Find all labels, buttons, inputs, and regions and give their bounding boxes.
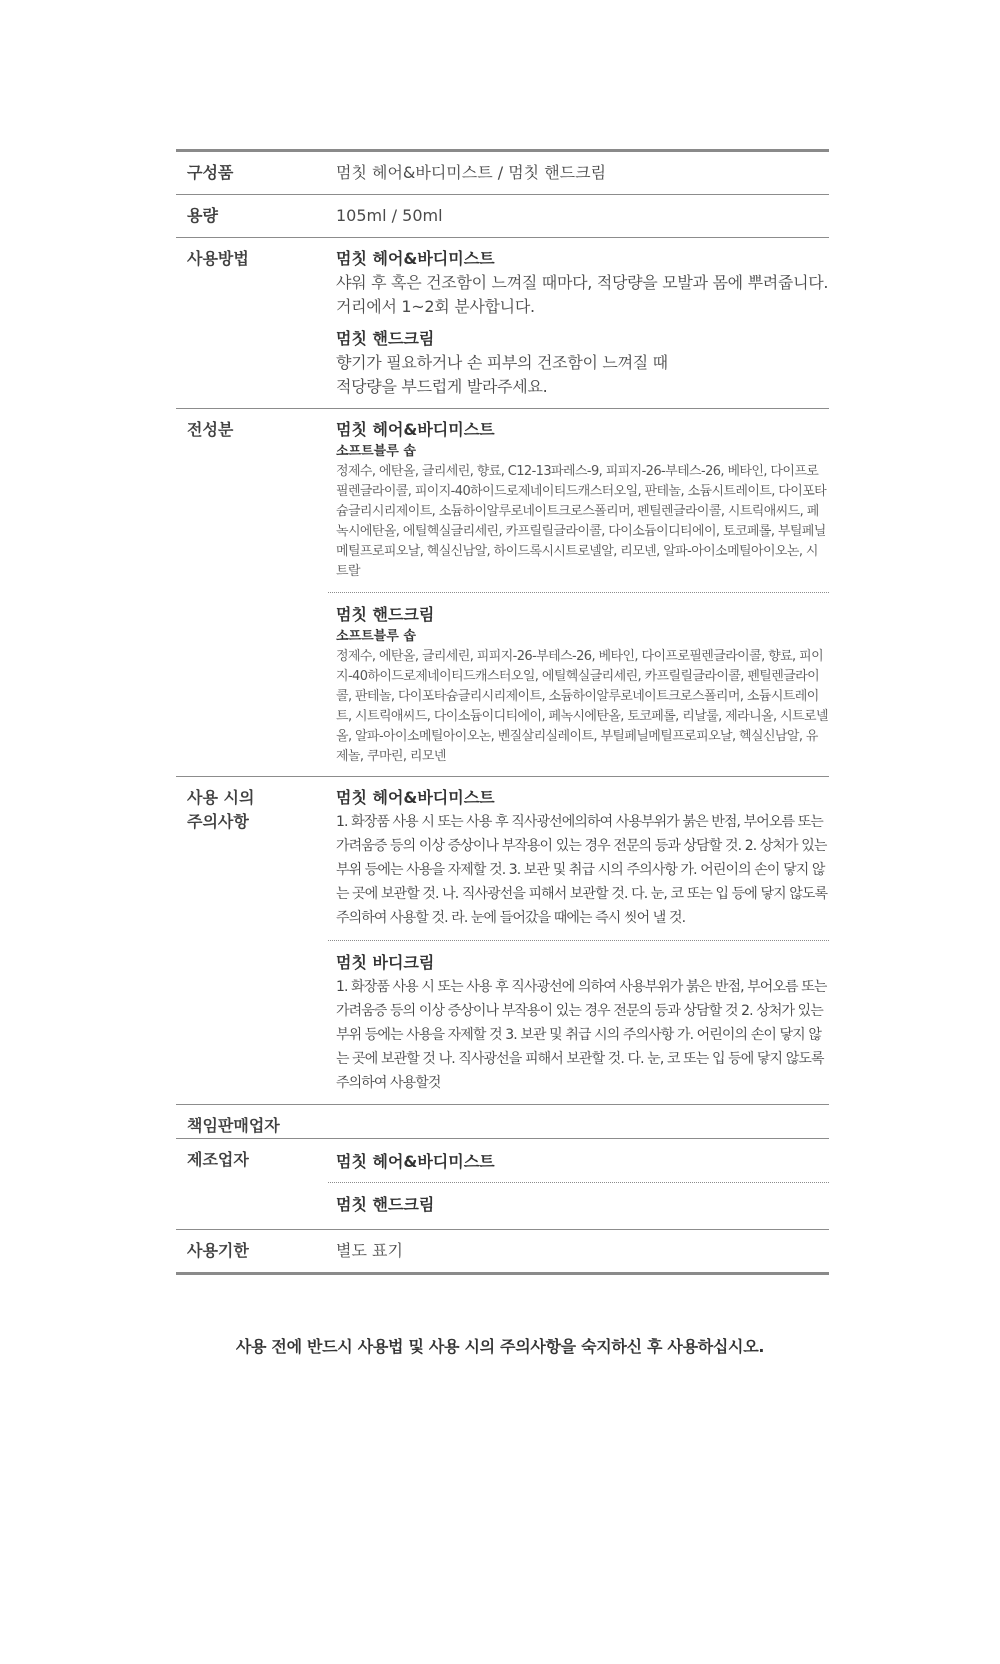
cautions-label-line1: 사용 시의 [187,788,255,807]
ingredients-value [336,409,829,776]
components-label: 구성품 [187,163,234,182]
row-components [176,152,829,194]
usage-mist-line1: 샤워 후 혹은 건조함이 느껴질 때마다, 적당량을 모발과 몸에 뿌려줍니다. [336,273,829,292]
usage-cream-line1: 향기가 필요하거나 손 피부의 건조함이 느껴질 때 [336,353,668,372]
manufacturer-value [336,1139,829,1229]
cautions-cream-text: 1. 화장품 사용 시 또는 사용 후 직사광선에 의하여 사용부위가 붉은 반점, 부어오름 또는 가려움증 등의 이상 증상이나 부작용이 있는 경우 전문의 등과 상담할 것 2. 상처가 있는 부위 등에는 사용을 자제할 것 3. 보관 및 취급 시의 주의사항 가. 어린이의 손이 닿지 않는 곳에 보관할 것 나. 직사광선을 피해서 보관할 것. 다. 눈, 코 또는 입 등에 닿지 않도록 주의하여 사용할것 [336,979,827,1091]
cautions-label [176,777,336,1104]
cautions-mist-block [336,786,829,930]
product-info-table [176,149,829,1275]
cautions-mist-text: 1. 화장품 사용 시 또는 사용 후 직사광선에의하여 사용부위가 붉은 반점, 부어오름 또는 가려움증 등의 이상 증상이나 부작용이 있는 경우 전문의 등과 상담할 것. 2. 상처가 있는 부위 등에는 사용을 자제할 것. 3. 보관 및 취급 시의 주의사항 가. 어린이의 손이 닿지 않는 곳에 보관할 것. 나. 직사광선을 피해서 보관할 것. 다. 눈, 코 또는 입 등에 닿지 않도록 주의하여 사용할 것. 라. 눈에 들어갔을 때에는 즉시 씻어 낼 것. [336,814,828,926]
usage-label: 사용방법 [187,249,249,268]
cautions-cream-title: 멈칫 바디크림 [336,953,435,972]
ingredients-cream-text: 정제수, 에탄올, 글리세린, 피피지-26-부테스-26, 베타인, 다이프로필렌글라이콜, 향료, 피이지-40하이드로제네이티드캐스터오일, 에틸헥실글리세린, 카프릴릴글라이콜, 펜틸렌글라이콜, 판테놀, 다이포타슘글리시리제이트, 소듐하이알루로네이트크로스폴리머, 소듐시트레이트, 시트릭애씨드, 다이소듐이디티에이, 페녹시에탄올, 토코페롤, 리날룰, 제라니올, 시트로넬올, 알파-아이소메틸아이오논, 벤질살리실레이트, 부틸페닐메틸프로피오날, 헥실신남알, 유제놀, 쿠마린, 리모넨 [336,649,828,764]
cautions-cream-block [328,940,829,1095]
row-seller [176,1104,829,1138]
usage-cream-block [336,327,829,399]
row-volume [176,194,829,237]
cautions-mist-title: 멈칫 헤어&바디미스트 [336,788,495,807]
manufacturer-cream-title: 멈칫 핸드크림 [336,1195,435,1214]
footer-note: 사용 전에 반드시 사용법 및 사용 시의 주의사항을 숙지하신 후 사용하십시오. [235,1337,765,1356]
manufacturer-cream-block [328,1182,829,1225]
usage-cream-line2: 적당량을 부드럽게 발라주세요. [336,377,548,396]
usage-mist-title: 멈칫 헤어&바디미스트 [336,249,495,268]
ingredients-cream-scent: 소프트블루 솝 [336,629,416,644]
volume-label: 용량 [187,206,218,225]
usage-mist-line2: 거리에서 1~2회 분사합니다. [336,297,535,316]
row-ingredients [176,408,829,776]
row-expiry [176,1229,829,1272]
ingredients-cream-title: 멈칫 핸드크림 [336,605,435,624]
expiry-label: 사용기한 [187,1241,249,1260]
row-cautions [176,776,829,1104]
volume-value: 105ml / 50ml [336,206,443,225]
ingredients-cream-block [328,592,829,767]
usage-cream-title: 멈칫 핸드크림 [336,329,435,348]
manufacturer-mist-block [336,1148,829,1182]
cautions-label-line2: 주의사항 [187,812,249,831]
manufacturer-label: 제조업자 [187,1150,249,1169]
usage-value [336,238,829,408]
usage-mist-block [336,247,829,319]
expiry-value: 별도 표기 [336,1241,403,1260]
manufacturer-mist-title: 멈칫 헤어&바디미스트 [336,1152,495,1171]
ingredients-mist-text: 정제수, 에탄올, 글리세린, 향료, C12-13파레스-9, 피피지-26-부테스-26, 베타인, 다이프로필렌글라이콜, 피이지-40하이드로제네이티드캐스터오일, 판테놀, 소듐시트레이트, 다이포타슘글리시리제이트, 소듐하이알루로네이트크로스폴리머, 펜틸렌글라이콜, 시트릭애씨드, 페녹시에탄올, 에틸헥실글리세린, 카프릴릴글라이콜, 다이소듐이디티에이, 토코페롤, 부틸페닐메틸프로피오날, 헥실신남알, 하이드록시시트로넬알, 리모넨, 알파-아이소메틸아이오논, 시트랄 [336,464,827,579]
components-value: 멈칫 헤어&바디미스트 / 멈칫 핸드크림 [336,163,607,182]
row-usage [176,237,829,408]
cautions-value [336,777,829,1104]
ingredients-mist-block [336,418,829,582]
ingredients-mist-scent: 소프트블루 솝 [336,444,416,459]
seller-value [336,1105,829,1138]
ingredients-label: 전성분 [187,420,234,439]
seller-label: 책임판매업자 [187,1116,280,1135]
ingredients-mist-title: 멈칫 헤어&바디미스트 [336,420,495,439]
row-manufacturer [176,1138,829,1229]
